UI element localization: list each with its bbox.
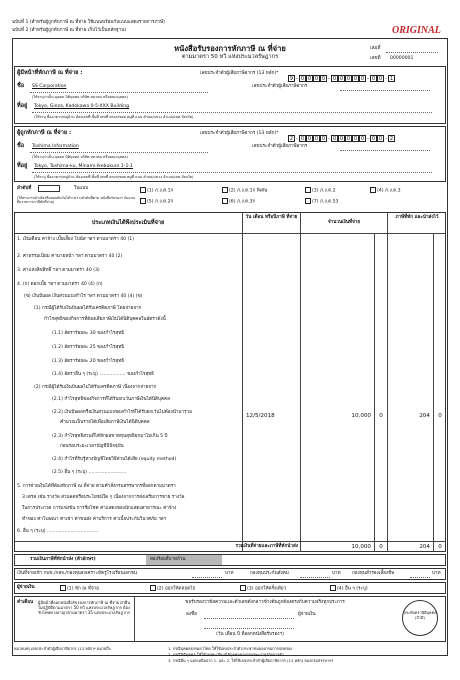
row-6: 6. อื่น ๆ (ระบุ) ................................... bbox=[17, 529, 99, 534]
entry-tax-dec: 0 bbox=[438, 413, 442, 419]
total-amount: 10,000 bbox=[351, 544, 371, 550]
fund-label-2: กองทุนประกันสังคม bbox=[250, 571, 289, 576]
form-opt-2[interactable]: (2) ภ.ง.ด.1ก พิเศษ bbox=[222, 187, 267, 194]
payee-name-hint: (ให้ระบุว่าเป็น บุคคล นิติบุคคล บริษัท สมาคม หรือคณะบุคคล) bbox=[32, 155, 128, 159]
row-4b2: (2) กรณีผู้ได้รับเงินปันผลไม่ได้รับเครดิตภาษี เนื่องจากจ่ายจาก bbox=[34, 385, 157, 390]
payer-name-label: ชื่อ bbox=[17, 83, 25, 89]
form-opt-5[interactable]: (5) ภ.ง.ด.2ก bbox=[140, 198, 173, 205]
payer-name-line bbox=[30, 92, 208, 93]
seq-box[interactable] bbox=[38, 185, 60, 192]
payer-address: Tokyo, Ginza, Kadokawa 0-5-XXX Building bbox=[34, 104, 130, 109]
entry-amount: 10,000 bbox=[351, 413, 371, 419]
col-amount-header: จำนวนเงินที่จ่าย bbox=[327, 220, 361, 225]
checkbox-icon bbox=[140, 187, 146, 193]
payee-address-hint: (ให้ระบุ ชื่ออาคาร/หมู่บ้าน ห้องเลขที่ ชั้นที่ เลขที่ ตรอก/ซอย หมู่ที่ ถนน ตำบล/แขวง อำเภอ/เขต จังหวัด) bbox=[34, 175, 194, 179]
fund-label-3: กองทุนสำรองเลี้ยงชีพ bbox=[352, 571, 395, 576]
entry-tax: 204 bbox=[419, 413, 430, 419]
row-5-cont-2: ในการประกวด การแข่งขัน การชิงโชค ค่าแสดงของนักแสดงสาธารณะ ค่าจ้าง bbox=[22, 506, 177, 511]
row-2: 2. ค่าธรรมเนียม ค่านายหน้า ฯลฯ ตามมาตรา 40 (2) bbox=[17, 254, 123, 259]
payee-name-line bbox=[30, 152, 208, 153]
payee-tax-id2-line bbox=[340, 150, 430, 151]
form-opt-4[interactable]: (4) ภ.ง.ด.3 bbox=[370, 187, 401, 194]
checkbox-icon bbox=[370, 187, 376, 193]
payer-address-label: ที่อยู่ bbox=[17, 103, 28, 109]
checkbox-icon bbox=[240, 585, 246, 591]
payer-type-opt-3[interactable]: (3) ออกให้ครั้งเดียว bbox=[240, 585, 286, 592]
row-4a: 4. (ก) ดอกเบี้ย ฯลฯ ตามมาตรา 40 (4) (ก) bbox=[17, 282, 103, 287]
signature-line bbox=[204, 618, 294, 619]
row-4b1-cont: กำไรสุทธิของกิจการที่ต้องเสียภาษีเงินได้นิติบุคคลในอัตราดังนี้ bbox=[44, 317, 166, 322]
form-opt-1[interactable]: (1) ภ.ง.ด.1ก bbox=[140, 187, 173, 194]
row-4b1-2: (1.2) อัตราร้อยละ 25 ของกำไรสุทธิ bbox=[52, 345, 125, 350]
total-tax: 204 bbox=[419, 544, 430, 550]
payee-address-line bbox=[32, 172, 432, 173]
row-5: 5. การจ่ายเงินได้ที่ต้องหักภาษี ณ ที่จ่าย ตามคำสั่งกรมสรรพากรที่ออกตามมาตรา bbox=[17, 484, 176, 489]
form-opt-6[interactable]: (6) ภ.ง.ด.3ก bbox=[222, 198, 255, 205]
total-amount-dec: 0 bbox=[379, 544, 383, 550]
form-opt-3[interactable]: (3) ภ.ง.ด.2 bbox=[305, 187, 336, 194]
footnote-3: 3. กรณีอื่น ๆ นอกเหนือจาก 1. และ 2. ให้ใช้เลขประจำตัวผู้เสียภาษีอากร (13 หลัก) ของกรมสรรพากร bbox=[168, 658, 334, 663]
row-5-cont-1: 3 เตรส เช่น รางวัล ส่วนลดหรือประโยชน์ใด ๆ เนื่องจากการส่งเสริมการขาย รางวัล bbox=[22, 495, 185, 500]
form-title: หนังสือรับรองการหักภาษี ณ ที่จ่าย bbox=[174, 44, 286, 53]
doc-no-label: เลขที่ bbox=[370, 56, 381, 61]
total-label: รวมเงินที่จ่ายและภาษีที่หักนำส่ง bbox=[235, 544, 298, 549]
row-5-cont-3: ทำของ ค่าโฆษณา ค่าเช่า ค่าขนส่ง ค่าบริการ ค่าเบี้ยประกันวินาศภัย ฯลฯ bbox=[22, 517, 167, 522]
payee-address: Tokyo, Toshima-ku, Minami-Ikebukuro 1-1-1 bbox=[34, 164, 133, 169]
checkbox-icon bbox=[150, 585, 156, 591]
fund-label: เงินที่จ่ายเข้า กบข./กสจ./กองทุนสงเคราะห์ครูโรงเรียนเอกชน bbox=[17, 571, 137, 576]
in-form-label: ในแบบ bbox=[74, 186, 89, 191]
col-tax-header: ภาษีที่หัก และนำส่งไว้ bbox=[395, 215, 439, 220]
payer-tax-id-boxes: 9 - 0 0 0 0 - 0 0 0 0 0 - 0 0 - 1 bbox=[289, 75, 394, 82]
payer-section-label: ผู้มีหน้าที่หักภาษี ณ ที่จ่าย : bbox=[17, 70, 83, 76]
warning-text: ผู้มีหน้าที่ออกหนังสือรับรองการหักภาษี ณ ที่จ่าย ฝ่าฝืนไม่ปฏิบัติตามมาตรา 50 ทวิ แห่งประมวลรัษฎากร ต้องรับโทษทางอาญาตามมาตรา 35 แห่งประมวลรัษฎากร bbox=[38, 600, 131, 615]
fund-unit-2: บาท bbox=[332, 571, 341, 576]
row-4b2-3: (2.3) กำไรสุทธิส่วนที่ได้หักผลขาดทุนสุทธิยกมาไม่เกิน 5 ปี bbox=[52, 434, 168, 439]
total-tax-dec: 0 bbox=[438, 544, 442, 550]
sign-label: ลงชื่อ bbox=[186, 612, 197, 617]
fund-unit-3: บาท bbox=[432, 571, 441, 576]
fund-unit-1: บาท bbox=[225, 571, 234, 576]
payee-address-label: ที่อยู่ bbox=[17, 163, 28, 169]
payer-address-line bbox=[32, 112, 432, 113]
row-4b2-4: (2.4) กำไรที่รับรู้ทางบัญชีโดยวิธีส่วนได้เสีย (equity method) bbox=[52, 457, 177, 462]
checkbox-icon bbox=[305, 198, 311, 204]
row-4b2-5: (2.5) อื่น ๆ (ระบุ) .......................... bbox=[52, 470, 127, 475]
form-subtitle: ตามมาตรา 50 ทวิ แห่งประมวลรัษฎากร bbox=[181, 54, 279, 60]
seal-text: ประทับตรานิติบุคคล (ถ้ามี) bbox=[403, 610, 437, 620]
payee-name: Toshima Information bbox=[32, 144, 79, 149]
row-3: 3. ค่าแห่งลิขสิทธิ์ ฯลฯ ตามมาตรา 40 (3) bbox=[17, 268, 100, 273]
checkbox-icon bbox=[222, 198, 228, 204]
book-no-line bbox=[386, 52, 438, 53]
income-table bbox=[14, 212, 446, 552]
row-4b2-2-cont: คำนวณเป็นรายได้เพื่อเสียภาษีเงินได้นิติบุคคล bbox=[60, 420, 150, 425]
checkbox-icon bbox=[305, 187, 311, 193]
payer-address-hint: (ให้ระบุ ชื่ออาคาร/หมู่บ้าน ห้องเลขที่ ชั้นที่ เลขที่ ตรอก/ซอย หมู่ที่ ถนน ตำบล/แขวง อำเภอ/เขต จังหวัด) bbox=[34, 115, 194, 119]
copy-note-2: ฉบับที่ 2 (สำหรับผู้ถูกหักภาษี ณ ที่จ่าย เก็บไว้เป็นหลักฐาน) bbox=[12, 28, 127, 33]
row-4b2-2: (2.2) เงินปันผลหรือเงินส่วนแบ่งของกำไรที่ได้รับยกเว้นไม่ต้องนำมารวม bbox=[52, 410, 193, 415]
copy-note-1: ฉบับที่ 1 (สำหรับผู้ถูกหักภาษี ณ ที่จ่าย ใช้แนบพร้อมกับแบบแสดงรายการภาษี) bbox=[12, 20, 165, 25]
row-1: 1. เงินเดือน ค่าจ้าง เบี้ยเลี้ยง โบนัส ฯลฯ ตามมาตรา 40 (1) bbox=[17, 237, 135, 242]
certify-text: ขอรับรองว่าข้อความและตัวเลขดังกล่าวข้างต้นถูกต้องตรงกับความจริงทุกประการ bbox=[185, 600, 345, 605]
sign-role: ผู้จ่ายเงิน bbox=[298, 612, 316, 617]
row-4b: (ข) เงินปันผล เงินส่วนแบ่งกำไร ฯลฯ ตามมาตรา 40 (4) (ข) bbox=[24, 294, 143, 299]
seal-circle bbox=[402, 600, 438, 636]
entry-amount-dec: 0 bbox=[379, 413, 383, 419]
original-stamp: ORIGINAL bbox=[392, 25, 441, 36]
payee-section-label: ผู้ถูกหักภาษี ณ ที่จ่าย : bbox=[17, 130, 72, 136]
book-no-label: เล่มที่ bbox=[370, 46, 381, 51]
checkbox-icon bbox=[60, 585, 66, 591]
payee-tax-id-boxes: 2 - 0 0 0 0 - 0 0 0 0 0 - 0 0 - 2 bbox=[289, 135, 394, 142]
row-4b1-4: (1.4) อัตราอื่น ๆ (ระบุ) .................. ของกำไรสุทธิ bbox=[52, 372, 154, 377]
checkbox-icon bbox=[140, 198, 146, 204]
date-line bbox=[204, 628, 294, 629]
payer-type-label: ผู้จ่ายเงิน bbox=[17, 585, 35, 590]
payee-tax-id-label: เลขประจำตัวผู้เสียภาษีอากร (13 หลัก)* bbox=[200, 131, 279, 136]
row-4b1: (1) กรณีผู้ได้รับเงินปันผลได้รับเครดิตภาษี โดยจ่ายจาก bbox=[34, 306, 142, 311]
payer-name: SS Corporation bbox=[32, 84, 67, 89]
col-type-header: ประเภทเงินได้พึงประเมินที่จ่าย bbox=[91, 220, 165, 226]
warning-label: คำเตือน bbox=[17, 600, 34, 605]
total-words: สองร้อยสี่บาทถ้วน bbox=[150, 557, 186, 562]
doc-no: 00000001 bbox=[390, 56, 414, 61]
footnote-1: 1. กรณีบุคคลธรรมดาไทย ให้ใช้เลขประจำตัวประชาชนของกรมการปกครอง bbox=[168, 646, 293, 651]
row-4b2-3-cont: ก่อนรอบระยะเวลาบัญชีปีปัจจุบัน bbox=[60, 444, 124, 449]
footnote-label: หมายเหตุ เลขประจำตัวผู้เสียภาษีอากร (13 หลัก)* หมายถึง bbox=[14, 646, 111, 651]
payee-tax-id2-label: เลขประจำตัวผู้เสียภาษีอากร bbox=[252, 144, 308, 149]
date-label: (วัน เดือน ปี ที่ออกหนังสือรับรองฯ) bbox=[216, 632, 284, 637]
row-4b2-1: (2.1) กำไรสุทธิของกิจการที่ได้รับยกเว้นภาษีเงินได้นิติบุคคล bbox=[52, 397, 170, 402]
payer-tax-id-label: เลขประจำตัวผู้เสียภาษีอากร (13 หลัก)* bbox=[200, 71, 279, 76]
seq-label: ลำดับที่ bbox=[17, 186, 32, 191]
payer-tax-id2-line bbox=[340, 90, 430, 91]
entry-date: 12/5/2018 bbox=[246, 413, 275, 419]
payer-tax-id2-label: เลขประจำตัวผู้เสียภาษีอากร bbox=[252, 84, 308, 89]
form-opt-7[interactable]: (7) ภ.ง.ด.53 bbox=[305, 198, 338, 205]
checkbox-icon bbox=[330, 585, 336, 591]
form-select-hint: (ให้สามารถอ้างอิงหรือสอบยันกันได้ระหว่างลำดับที่ตาม หนังสือรับรองฯ กับแบบยื่นรายการภาษีหักที่จ่าย) bbox=[17, 196, 135, 205]
payer-type-opt-1[interactable]: (1) หัก ณ ที่จ่าย bbox=[60, 585, 99, 592]
col-date-header: วัน เดือน หรือปีภาษี ที่จ่าย bbox=[245, 215, 298, 220]
footnote-2: 2. กรณีนิติบุคคล ให้ใช้เลขทะเบียนนิติบุคคลของกรมพัฒนาธุรกิจการค้า bbox=[168, 652, 284, 657]
checkbox-icon bbox=[222, 187, 228, 193]
payer-type-opt-4[interactable]: (4) อื่น ๆ (ระบุ) bbox=[330, 585, 368, 592]
total-words-label: รวมเงินภาษีที่หักนำส่ง (ตัวอักษร) bbox=[30, 557, 96, 562]
row-4b1-1: (1.1) อัตราร้อยละ 30 ของกำไรสุทธิ bbox=[52, 331, 125, 336]
payee-name-label: ชื่อ bbox=[17, 143, 25, 149]
payer-type-opt-2[interactable]: (2) ออกให้ตลอดไป bbox=[150, 585, 195, 592]
payer-name-hint: (ให้ระบุว่าเป็น บุคคล นิติบุคคล บริษัท สมาคม หรือคณะบุคคล) bbox=[32, 95, 128, 99]
row-4b1-3: (1.3) อัตราร้อยละ 20 ของกำไรสุทธิ bbox=[52, 359, 125, 364]
